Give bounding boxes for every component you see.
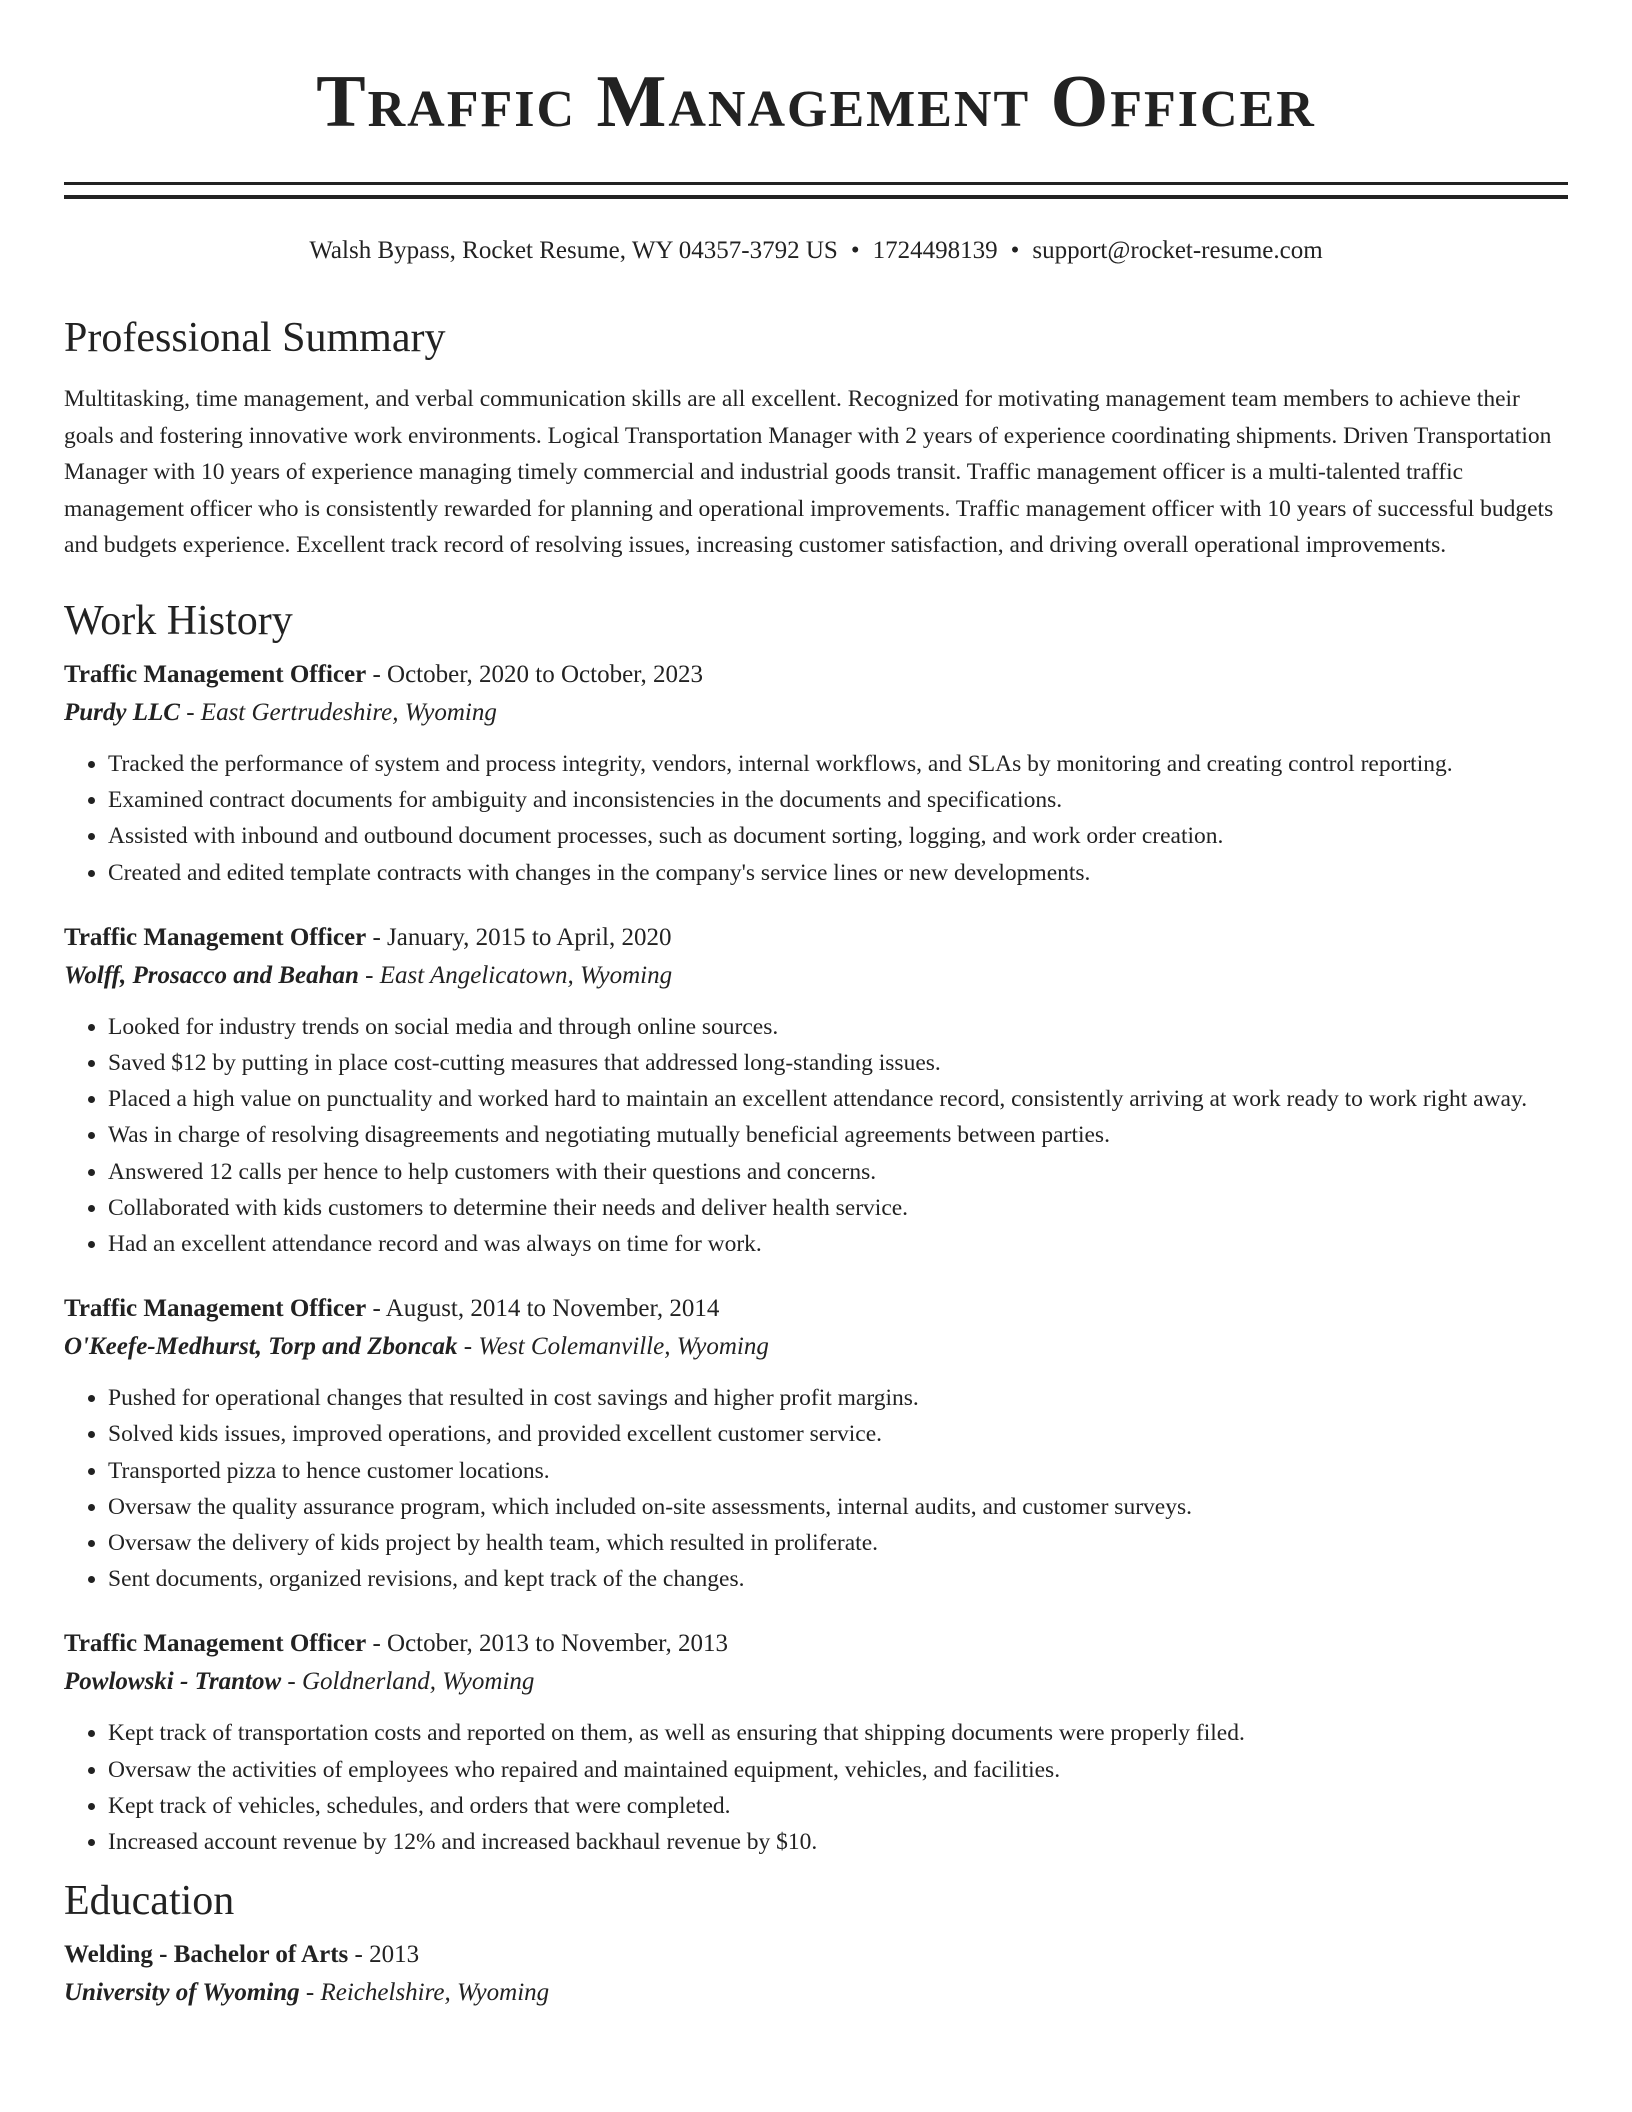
job-role: Traffic Management Officer <box>64 1630 367 1658</box>
job-bullet: • Increased account revenue by 12% and increased backhaul revenue by $10. <box>108 1824 1568 1860</box>
job-bullet: • Oversaw the delivery of kids project by health team, which resulted in proliferate. <box>108 1525 1568 1561</box>
job-bullet: • Oversaw the quality assurance program, which included on-site assessments, internal audits, and customer surveys. <box>108 1489 1568 1525</box>
job-dates: - October, 2013 to November, 2013 <box>366 1630 728 1658</box>
job-bullet-list <box>64 1380 1568 1597</box>
education-heading: Education <box>64 1878 235 1925</box>
job-role: Traffic Management Officer <box>64 1295 367 1323</box>
job-entry <box>64 1625 1568 1860</box>
job-bullet: • Pushed for operational changes that resulted in cost savings and higher profit margins. <box>108 1380 1568 1416</box>
job-bullet-list <box>64 746 1568 891</box>
job-dates: - January, 2015 to April, 2020 <box>366 923 672 951</box>
job-role: Traffic Management Officer <box>64 660 367 688</box>
job-entry <box>64 919 1568 1262</box>
job-bullet-list <box>64 1009 1568 1262</box>
job-bullet: • Looked for industry trends on social media and through online sources. <box>108 1009 1568 1045</box>
job-company-line <box>64 694 1568 732</box>
education-degree: Welding - Bachelor of Arts <box>64 1941 349 1969</box>
education-degree-line <box>64 1936 1568 1974</box>
job-title-line <box>64 656 1568 694</box>
job-company: O'Keefe-Medhurst, Torp and Zboncak <box>64 1333 458 1361</box>
contact-separator: • <box>1010 237 1020 264</box>
job-bullet: • Saved $12 by putting in place cost-cutting measures that addressed long-standing issues. <box>108 1045 1568 1081</box>
job-location: - East Gertrudeshire, Wyoming <box>179 698 497 726</box>
summary-heading: Professional Summary <box>64 315 446 361</box>
job-bullet-list <box>64 1715 1568 1860</box>
job-company-line <box>64 1328 1568 1366</box>
resume-page <box>64 0 1568 2012</box>
job-bullet: • Tracked the performance of system and process integrity, vendors, internal workflows, and SLAs by monitoring and creating control reporting. <box>108 746 1568 782</box>
job-bullet: • Answered 12 calls per hence to help customers with their questions and concerns. <box>108 1154 1568 1190</box>
contact-address: Walsh Bypass, Rocket Resume, WY 04357-3792 US <box>309 237 838 264</box>
header-divider <box>64 182 1568 199</box>
job-role: Traffic Management Officer <box>64 923 367 951</box>
job-bullet: • Was in charge of resolving disagreements and negotiating mutually beneficial agreements between parties. <box>108 1117 1568 1153</box>
job-bullet: • Oversaw the activities of employees who repaired and maintained equipment, vehicles, and facilities. <box>108 1752 1568 1788</box>
job-bullet: • Kept track of vehicles, schedules, and orders that were completed. <box>108 1788 1568 1824</box>
summary-text: Multitasking, time management, and verbal communication skills are all excellent. Recognized for motivating management team members to achieve their goals and fostering innovative work environments. Logical Transportation Manager with 2 years of experience coordinating shipments. Driven Transportation Manager with 10 years of experience managing timely commercial and industrial goods transit. Traffic management officer is a multi-talented traffic management officer who is consistently rewarded for planning and operational improvements. Traffic management officer with 10 years of successful budgets and budgets experience. Excellent track record of resolving issues, increasing customer satisfaction, and driving overall operational improvements. <box>64 386 1554 559</box>
job-location: - Goldnerland, Wyoming <box>281 1668 535 1696</box>
job-bullet: • Placed a high value on punctuality and worked hard to maintain an excellent attendance record, consistently arriving at work ready to work right away. <box>108 1081 1568 1117</box>
job-bullet: • Created and edited template contracts with changes in the company's service lines or new developments. <box>108 855 1568 891</box>
contact-separator: • <box>850 237 860 264</box>
candidate-name: Traffic Management Officer <box>316 61 1316 143</box>
work-history-list <box>64 656 1568 1860</box>
job-bullet: • Sent documents, organized revisions, and kept track of the changes. <box>108 1561 1568 1597</box>
education-school: University of Wyoming <box>64 1979 300 2007</box>
job-title-line <box>64 1290 1568 1328</box>
job-title-line <box>64 919 1568 957</box>
job-title-line <box>64 1625 1568 1663</box>
job-bullet: • Collaborated with kids customers to determine their needs and deliver health service. <box>108 1190 1568 1226</box>
job-location: - East Angelicatown, Wyoming <box>358 961 673 989</box>
job-bullet: • Had an excellent attendance record and was always on time for work. <box>108 1226 1568 1262</box>
job-location: - West Colemanville, Wyoming <box>457 1333 769 1361</box>
job-entry <box>64 656 1568 891</box>
job-entry <box>64 1290 1568 1597</box>
job-dates: - October, 2020 to October, 2023 <box>366 660 703 688</box>
work-history-heading: Work History <box>64 597 293 644</box>
job-bullet: • Assisted with inbound and outbound document processes, such as document sorting, logging, and work order creation. <box>108 818 1568 854</box>
job-dates: - August, 2014 to November, 2014 <box>366 1295 720 1323</box>
contact-line <box>64 235 1568 267</box>
education-year: - 2013 <box>348 1941 420 1969</box>
job-company: Wolff, Prosacco and Beahan <box>64 961 359 989</box>
job-bullet: • Kept track of transportation costs and reported on them, as well as ensuring that shipping documents were properly filed. <box>108 1715 1568 1751</box>
job-company: Powlowski - Trantow <box>64 1668 282 1696</box>
job-bullet: • Examined contract documents for ambiguity and inconsistencies in the documents and specifications. <box>108 782 1568 818</box>
job-company-line <box>64 957 1568 995</box>
job-bullet: • Transported pizza to hence customer locations. <box>108 1453 1568 1489</box>
education-location: - Reichelshire, Wyoming <box>299 1979 550 2007</box>
education-school-line <box>64 1974 1568 2012</box>
contact-phone: 1724498139 <box>872 237 998 264</box>
contact-email: support@rocket-resume.com <box>1032 237 1323 264</box>
job-company: Purdy LLC <box>64 698 180 726</box>
job-bullet: • Solved kids issues, improved operations, and provided excellent customer service. <box>108 1416 1568 1452</box>
job-company-line <box>64 1663 1568 1701</box>
